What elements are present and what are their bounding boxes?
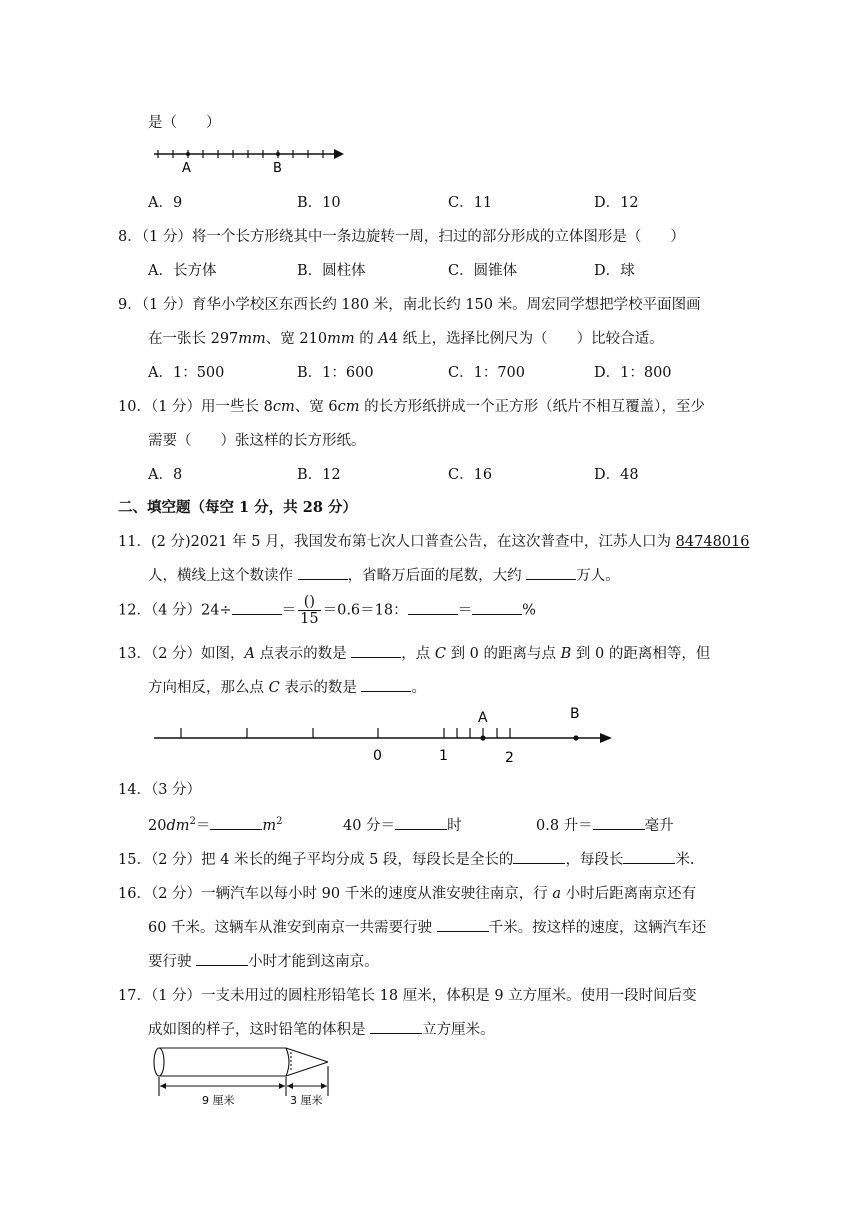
q17-label-tip: 3 厘米 [290, 1094, 323, 1107]
q10-stem-1a: （1 分）用一些长 8 [150, 399, 273, 415]
q14-item1-value: 20 [148, 818, 167, 834]
q15-number: 15． [118, 852, 151, 868]
q13-arrow [600, 733, 612, 743]
q10-stem-1b: 、宽 6 [294, 399, 338, 415]
q13-number: 13． [118, 646, 151, 662]
q10-option-c[interactable]: C．16 [448, 467, 493, 483]
q14-header [118, 778, 201, 799]
q14-item1-res-unit: m [262, 818, 277, 834]
q16-stem-2a: 60 千米。这辆车从淮安到南京一共需要行驶 [148, 920, 437, 936]
q15-stem-b: ，每段长 [565, 852, 624, 868]
q15-blank-length[interactable] [623, 849, 675, 864]
q14-item2-unit: 时 [447, 818, 462, 834]
q13-fig-label-1: 1 [439, 748, 448, 764]
q12-part-b: ＝0.6＝18： [322, 602, 408, 619]
q17-label-body: 9 厘米 [202, 1094, 235, 1107]
q17-line2 [148, 1018, 495, 1039]
q16-line3 [148, 950, 379, 971]
q17-stem-1: （1 分）一支未用过的圆柱形铅笔长 18 厘米，体积是 9 立方厘米。使用一段时间后变 [150, 988, 697, 1004]
q12-blank-1[interactable] [232, 600, 282, 615]
q14-blank-1[interactable] [210, 815, 262, 830]
q12-line [118, 594, 536, 627]
q9-option-b[interactable]: B．1：600 [297, 365, 374, 381]
q13-stem-1d: 到 0 的距离与点 [445, 646, 561, 662]
q14-item-3 [536, 814, 674, 835]
q9-line2 [148, 327, 664, 348]
q16-stem-3b: 小时才能到这南京。 [248, 954, 379, 970]
q13-stem-1b: 点表示的数是 [255, 646, 352, 662]
q12-number: 12． [118, 602, 151, 619]
q13-line1 [118, 642, 710, 663]
q9-option-a[interactable]: A．1：500 [148, 365, 225, 381]
q16-stem-3a: 要行驶 [148, 954, 197, 970]
q17-stem-2a: 成如图的样子，这时铅笔的体积是 [148, 1022, 371, 1038]
q17-line1 [118, 984, 697, 1005]
q13-number-line [150, 704, 620, 766]
q9-option-d[interactable]: D．1：800 [594, 365, 672, 381]
q14-item1-res-sup: 2 [276, 816, 283, 828]
q11-blank-approx[interactable] [526, 565, 576, 580]
q13-stem-2a: 方向相反，那么点 [148, 680, 269, 696]
q7-option-a[interactable]: A．9 [148, 195, 183, 211]
q13-line2 [148, 676, 426, 697]
q17-arrow [321, 1083, 327, 1089]
q10-unit-cm-2: cm [337, 399, 360, 415]
q14-blank-2[interactable] [395, 815, 447, 830]
q13-stem-2c: 。 [411, 680, 426, 696]
q12-part-c: ＝ [457, 602, 473, 619]
q13-stem-1e: 到 0 的距离相等，但 [571, 646, 711, 662]
q7-point-b [276, 152, 280, 156]
q17-arrow [287, 1083, 293, 1089]
q9-number: 9． [118, 297, 142, 313]
q16-line2 [148, 916, 706, 937]
q11-stem-1: (2 分)2021 年 5 月，我国发布第七次人口普查公告，在这次普查中，江苏人口为 [150, 534, 676, 550]
q17-pencil-joint [286, 1048, 289, 1076]
q12-part-a: （4 分）24÷ [150, 602, 232, 619]
q13-stem-2b: 表示的数是 [279, 680, 362, 696]
q12-blank-3[interactable] [472, 600, 522, 615]
q13-fig-label-2: 2 [505, 750, 514, 766]
q7-arrow [334, 149, 344, 159]
q11-stem-2c: 万人。 [576, 568, 620, 584]
q8-option-b[interactable]: B．圆柱体 [297, 263, 366, 279]
q10-stem-1c: 的长方形纸拼成一个正方形（纸片不相互覆盖），至少 [359, 399, 705, 415]
q10-number: 10． [118, 399, 151, 415]
q13-blank-c[interactable] [361, 677, 411, 692]
q17-number: 17． [118, 988, 151, 1004]
q13-fig-label-b: B [570, 706, 580, 722]
q15-stem-c: 米. [675, 852, 695, 868]
q16-blank-distance[interactable] [437, 917, 489, 932]
q14-item-1 [148, 814, 283, 835]
q9-option-c[interactable]: C．1：700 [448, 365, 525, 381]
q7-point-a [186, 152, 190, 156]
q16-blank-hours[interactable] [196, 951, 248, 966]
q17-pencil-tip-top [286, 1048, 328, 1062]
q9-stem-2d: 4 纸上，选择比例尺为（ ）比较合适。 [388, 331, 664, 347]
q10-unit-cm: cm [272, 399, 295, 415]
q11-stem-2b: ，省略万后面的尾数，大约 [347, 568, 527, 584]
q16-number: 16． [118, 886, 151, 902]
q8-option-d[interactable]: D．球 [594, 263, 635, 279]
q7-option-c[interactable]: C．11 [448, 195, 493, 211]
q11-blank-read[interactable] [298, 565, 348, 580]
q16-var-a: a [552, 886, 561, 902]
q8-text [118, 225, 685, 246]
q14-item1-sup: 2 [189, 816, 196, 828]
q10-option-a[interactable]: A．8 [148, 467, 183, 483]
q14-blank-3[interactable] [593, 815, 645, 830]
q9-stem-2a: 在一张长 297 [148, 331, 239, 347]
q7-tail: 是（ ） [148, 115, 221, 131]
q14-item3-unit: 毫升 [644, 818, 674, 834]
q14-number: 14． [118, 782, 151, 798]
q12-frac-den: 15 [300, 611, 319, 627]
q14-score: （3 分） [150, 782, 202, 798]
q12-percent: % [522, 602, 536, 619]
q11-number: 11． [118, 534, 151, 550]
q9-line1 [118, 293, 701, 314]
q7-label-a: A [182, 161, 191, 176]
q9-unit-mm: mm [238, 331, 266, 347]
q8-number: 8． [118, 229, 142, 245]
q12-blank-2[interactable] [408, 600, 458, 615]
q13-stem-1c: ，点 [401, 646, 435, 662]
q13-point-a: A [244, 646, 256, 662]
q8-option-a[interactable]: A．长方体 [148, 263, 217, 279]
q15-blank-fraction[interactable] [513, 849, 565, 864]
q11-line1 [118, 530, 749, 551]
q12-eq: ＝ [281, 602, 297, 619]
q8-stem: （1 分）将一个长方形绕其中一条边旋转一周，扫过的部分形成的立体图形是（ ） [141, 229, 685, 245]
q9-stem-1: （1 分）育华小学校区东西长约 180 米，南北长约 150 米。周宏同学想把学校平面图画 [141, 297, 701, 313]
q14-item3-value: 0.8 升＝ [536, 818, 593, 834]
q11-stem-2a: 人，横线上这个数读作 [148, 568, 298, 584]
q13-fig-label-a: A [478, 710, 488, 726]
q7-option-d[interactable]: D．12 [594, 195, 639, 211]
q11-population-number: 84748016 [675, 534, 750, 550]
q10-line2: 需要（ ）张这样的长方形纸。 [148, 433, 366, 449]
q15-stem-a: （2 分）把 4 米长的绳子平均分成 5 段，每段长是全长的 [150, 852, 514, 868]
q13-point-c-2: C [268, 680, 280, 696]
q17-stem-2b: 立方厘米。 [422, 1022, 495, 1038]
q13-point-c: C [434, 646, 446, 662]
q13-point-b-dot [573, 735, 578, 740]
q7-number-line [150, 142, 350, 178]
q17-pencil-end [154, 1048, 164, 1076]
q14-item2-value: 40 分＝ [343, 818, 396, 834]
q11-line2 [148, 564, 620, 585]
q13-stem-1a: （2 分）如图， [150, 646, 245, 662]
q16-line1 [118, 882, 696, 903]
q12-frac-num[interactable]: () [298, 594, 320, 611]
q10-line1 [118, 395, 705, 416]
q13-point-a-dot [480, 735, 485, 740]
q7-option-b[interactable]: B．10 [297, 195, 341, 211]
q8-option-c[interactable]: C．圆锥体 [448, 263, 518, 279]
q16-stem-2b: 千米。按这样的速度，这辆汽车还 [488, 920, 707, 936]
q7-label-b: B [273, 161, 282, 176]
section-title: 二、填空题（每空 1 分，共 28 分） [118, 499, 357, 516]
q10-option-b[interactable]: B．12 [297, 467, 341, 483]
q13-fig-label-0: 0 [373, 748, 382, 764]
q12-fraction [298, 594, 320, 627]
q17-pencil-figure [150, 1044, 340, 1110]
q14-item1-unit: dm [166, 818, 190, 834]
q15-line [118, 848, 695, 869]
q17-pencil-tip-bottom [286, 1062, 328, 1076]
q13-point-b: B [560, 646, 572, 662]
q10-option-d[interactable]: D．48 [594, 467, 639, 483]
q14-item-2 [343, 814, 462, 835]
q9-paper-a: A [378, 331, 389, 347]
q17-arrow [160, 1083, 166, 1089]
q9-stem-2b: 、宽 210 [265, 331, 328, 347]
q17-arrow [279, 1083, 285, 1089]
q14-item1-eq: ＝ [195, 818, 211, 834]
q17-blank-volume[interactable] [370, 1019, 422, 1034]
q13-blank-a[interactable] [351, 643, 401, 658]
q16-stem-1b: 小时后距离南京还有 [560, 886, 697, 902]
q9-unit-mm-2: mm [327, 331, 355, 347]
q9-stem-2c: 的 [354, 331, 379, 347]
q16-stem-1a: （2 分）一辆汽车以每小时 90 千米的速度从淮安驶往南京，行 [150, 886, 553, 902]
